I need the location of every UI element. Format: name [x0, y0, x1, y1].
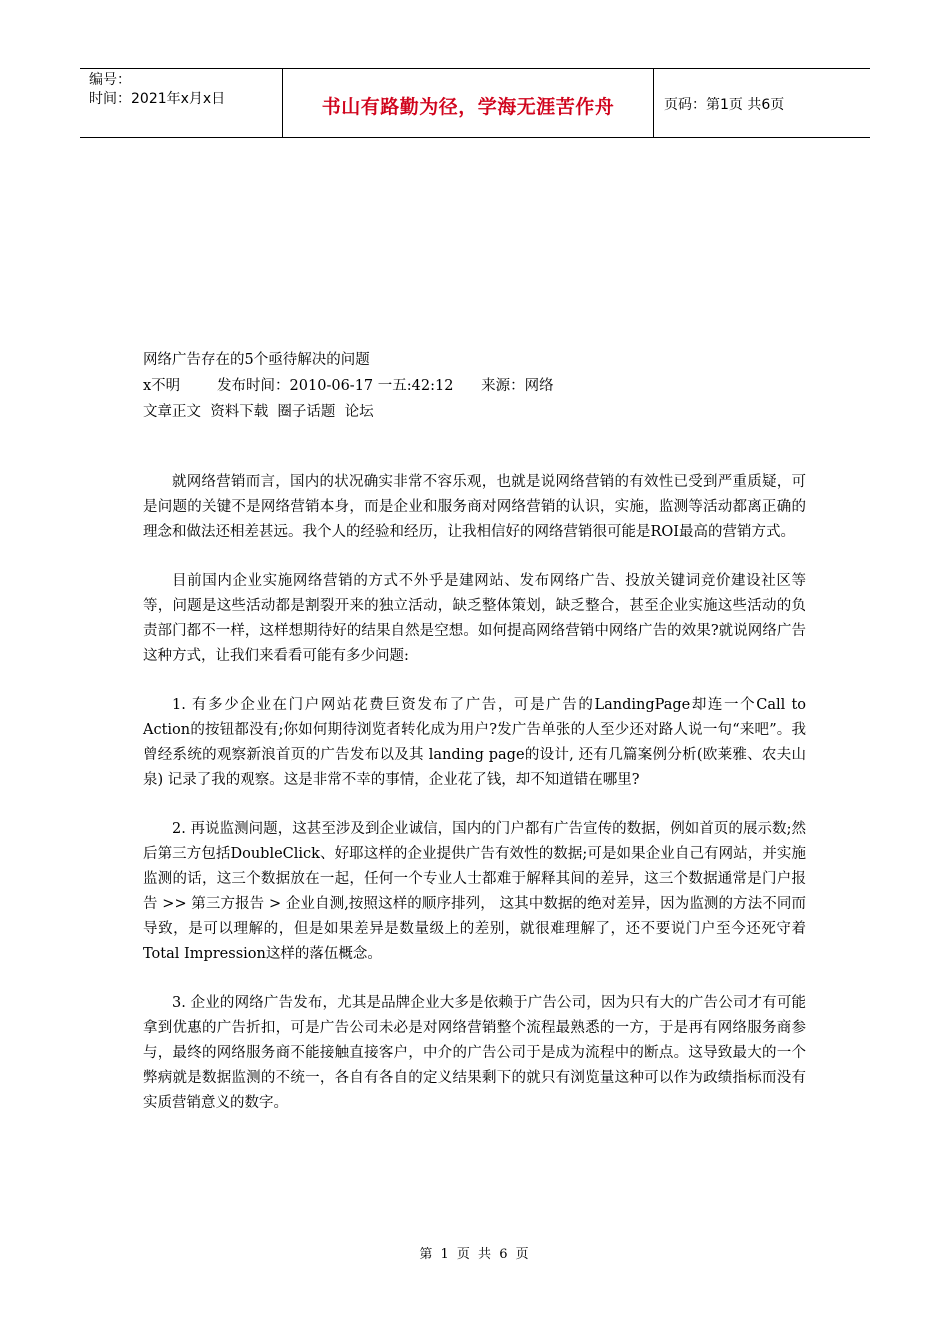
number-label: 编号：: [89, 72, 131, 88]
date-label: 时间：2021年x月x日: [89, 91, 226, 107]
article-title: 网络广告存在的5个亟待解决的问题: [143, 352, 370, 368]
paragraph: 1. 有多少企业在门户网站花费巨资发布了广告，可是广告的LandingPage却连一个Call to Action的按钮都没有;你如何期待浏览者转化成为用户?发广告单张的人至少还对路人说一句“来吧”。我曾经系统的观察新浪首页的广告发布以及其 landing page的设计, 还有几篇案例分析(欧莱雅、农夫山泉) 记录了我的观察。这是非常不幸的事情，企业花了钱，却不知道错在哪里?: [143, 697, 806, 788]
paragraph: 就网络营销而言，国内的状况确实非常不容乐观，也就是说网络营销的有效性已受到严重质疑，可是问题的关键不是网络营销本身，而是企业和服务商对网络营销的认识，实施，监测等活动都离正确的理念和做法还相差甚远。我个人的经验和经历，让我相信好的网络营销很可能是ROI最高的营销方式。: [143, 474, 806, 540]
article-body: [143, 470, 806, 1140]
article-meta: [143, 347, 554, 425]
page-footer: 第 1 页 共 6 页: [419, 1247, 531, 1262]
paragraph: 3. 企业的网络广告发布，尤其是品牌企业大多是依赖于广告公司，因为只有大的广告公司才有可能拿到优惠的广告折扣，可是广告公司未必是对网络营销整个流程最熟悉的一方，于是再有网络服务商参与，最终的网络服务商不能接触直接客户，中介的广告公司于是成为流程中的断点。这导致最大的一个弊病就是数据监测的不统一，各自有各自的定义结果剩下的就只有浏览量这种可以作为政绩指标而没有实质营销意义的数字。: [143, 995, 806, 1111]
header-motto: 书山有路勤为径，学海无涯苦作舟: [282, 69, 654, 137]
header-page-info: 页码：第1页 共6页: [664, 97, 785, 113]
article-tabs: 文章正文 资料下载 圈子话题 论坛: [143, 404, 374, 420]
header-left-cell: [80, 69, 282, 137]
article-byline: x不明 发布时间：2010-06-17 一五:42:12 来源：网络: [143, 378, 554, 394]
paragraph: 2. 再说监测问题，这甚至涉及到企业诚信，国内的门户都有广告宣传的数据，例如首页的展示数;然后第三方包括DoubleClick、好耶这样的企业提供广告有效性的数据;可是如果企业自己有网站，并实施监测的话，这三个数据放在一起，任何一个专业人士都难于解释其间的差异，这三个数据通常是门户报告 >> 第三方报告 > 企业自测,按照这样的顺序排列， 这其中数据的绝对差异，因为监测的方法不同而导致，是可以理解的，但是如果差异是数量级上的差别，就很难理解了，还不要说门户至今还死守着Total Impression这样的落伍概念。: [143, 821, 806, 962]
document-header: [80, 68, 870, 138]
paragraph: 目前国内企业实施网络营销的方式不外乎是建网站、发布网络广告、投放关键词竞价建设社区等等，问题是这些活动都是割裂开来的独立活动，缺乏整体策划，缺乏整合，甚至企业实施这些活动的负责部门都不一样，这样想期待好的结果自然是空想。如何提高网络营销中网络广告的效果?就说网络广告这种方式，让我们来看看可能有多少问题:: [143, 573, 806, 664]
